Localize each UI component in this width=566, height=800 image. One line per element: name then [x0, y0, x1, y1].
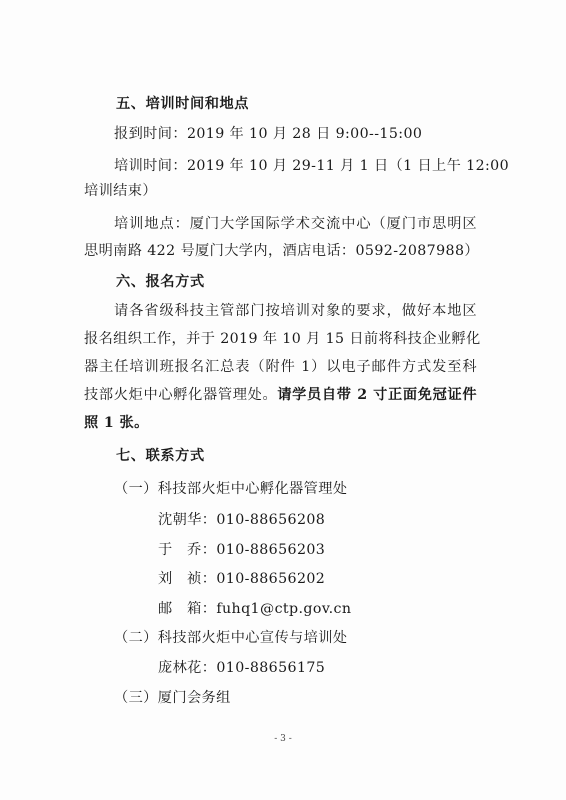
registration-paragraph-line-1: 请各省级科技主管部门按培训对象的要求，做好本地区 [114, 303, 477, 319]
registration-paragraph-line-4 [84, 385, 477, 405]
registration-paragraph-line-4-regular: 技部火炬中心孵化器管理处。 [84, 387, 278, 403]
contact-group-1-title: （一）科技部火炬中心孵化器管理处 [114, 481, 348, 497]
contact-email: 邮 箱：fuhq1@ctp.gov.cn [158, 601, 352, 617]
contact-yu-qiao: 于 乔：010-88656203 [158, 542, 326, 558]
registration-time: 报到时间：2019 年 10 月 28 日 9:00--15:00 [114, 126, 423, 142]
photo-requirement-part-1: 请学员自带 2 寸正面免冠证件 [277, 387, 477, 403]
registration-paragraph-line-3: 器主任培训班报名汇总表（附件 1）以电子邮件方式发至科 [84, 359, 477, 375]
registration-paragraph-line-2: 报名组织工作，并于 2019 年 10 月 15 日前将科技企业孵化 [84, 331, 481, 347]
contact-pang-linhua: 庞林花：010-88656175 [158, 660, 326, 676]
contact-liu-zhen: 刘 祯：010-88656202 [158, 571, 326, 587]
contact-group-2-title: （二）科技部火炬中心宣传与培训处 [114, 630, 348, 646]
section-6-heading: 六、报名方式 [116, 274, 205, 290]
training-location-line-2: 思明南路 422 号厦门大学内，酒店电话：0592-2087988） [84, 243, 479, 259]
page-number: - 3 - [274, 734, 292, 744]
contact-shen-zhaohua: 沈朝华：010-88656208 [158, 512, 326, 528]
section-7-heading: 七、联系方式 [116, 448, 205, 464]
contact-group-3-title: （三）厦门会务组 [114, 690, 231, 706]
photo-requirement-part-2: 照 1 张。 [84, 415, 149, 431]
training-time-line-1: 培训时间：2019 年 10 月 29-11 月 1 日（1 日上午 12:00 [114, 158, 510, 174]
training-location-line-1: 培训地点：厦门大学国际学术交流中心（厦门市思明区 [114, 216, 477, 232]
training-time-line-2: 培训结束） [84, 183, 157, 199]
section-5-heading: 五、培训时间和地点 [116, 96, 250, 112]
